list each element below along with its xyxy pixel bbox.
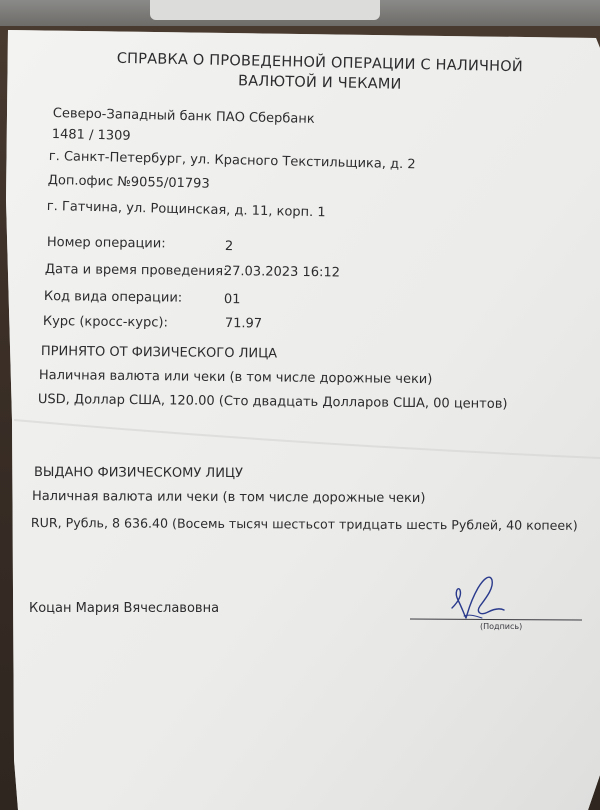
operation-datetime-value: 27.03.2023 16:12	[223, 264, 341, 281]
operation-type-label: Код вида операции:	[43, 289, 183, 306]
document-title-line-1: СПРАВКА О ПРОВЕДЕННОЙ ОПЕРАЦИИ С НАЛИЧНОЙ	[116, 50, 524, 76]
signatory-name: Коцан Мария Вячеславовна	[29, 601, 220, 616]
operation-number-value: 2	[224, 239, 234, 255]
operation-type-value: 01	[223, 292, 241, 308]
bank-name: Северо-Западный банк ПАО Сбербанк	[52, 106, 315, 127]
received-kind: Наличная валюта или чеки (в том числе дорожные чеки)	[38, 368, 433, 388]
received-heading: ПРИНЯТО ОТ ФИЗИЧЕСКОГО ЛИЦА	[40, 344, 278, 362]
operation-number-label: Номер операции:	[46, 235, 166, 252]
issued-heading: ВЫДАНО ФИЗИЧЕСКОМУ ЛИЦУ	[33, 465, 244, 482]
issued-kind: Наличная валюта или чеки (в том числе дорожные чеки)	[31, 489, 426, 507]
bank-office-address: г. Гатчина, ул. Рощинская, д. 11, корп. 1	[46, 199, 326, 221]
bank-code: 1481 / 1309	[51, 127, 131, 144]
document-title-line-2: ВАЛЮТОЙ И ЧЕКАМИ	[237, 73, 402, 93]
received-amount: USD, Доллар США, 120.00 (Сто двадцать Долларов США, 00 центов)	[37, 392, 508, 412]
signature-caption: (Подпись)	[480, 622, 523, 631]
operation-rate-label: Курс (кросс-курс):	[42, 314, 168, 331]
bank-address: г. Санкт-Петербург, ул. Красного Текстильщика, д. 2	[48, 149, 416, 173]
operation-rate-value: 71.97	[224, 316, 263, 332]
operation-datetime-label: Дата и время проведения:	[44, 262, 228, 280]
issued-amount: RUR, Рубль, 8 636.40 (Восемь тысяч шестьсот тридцать шесть Рублей, 40 копеек)	[30, 515, 578, 533]
bank-office: Доп.офис №9055/01793	[47, 173, 210, 192]
